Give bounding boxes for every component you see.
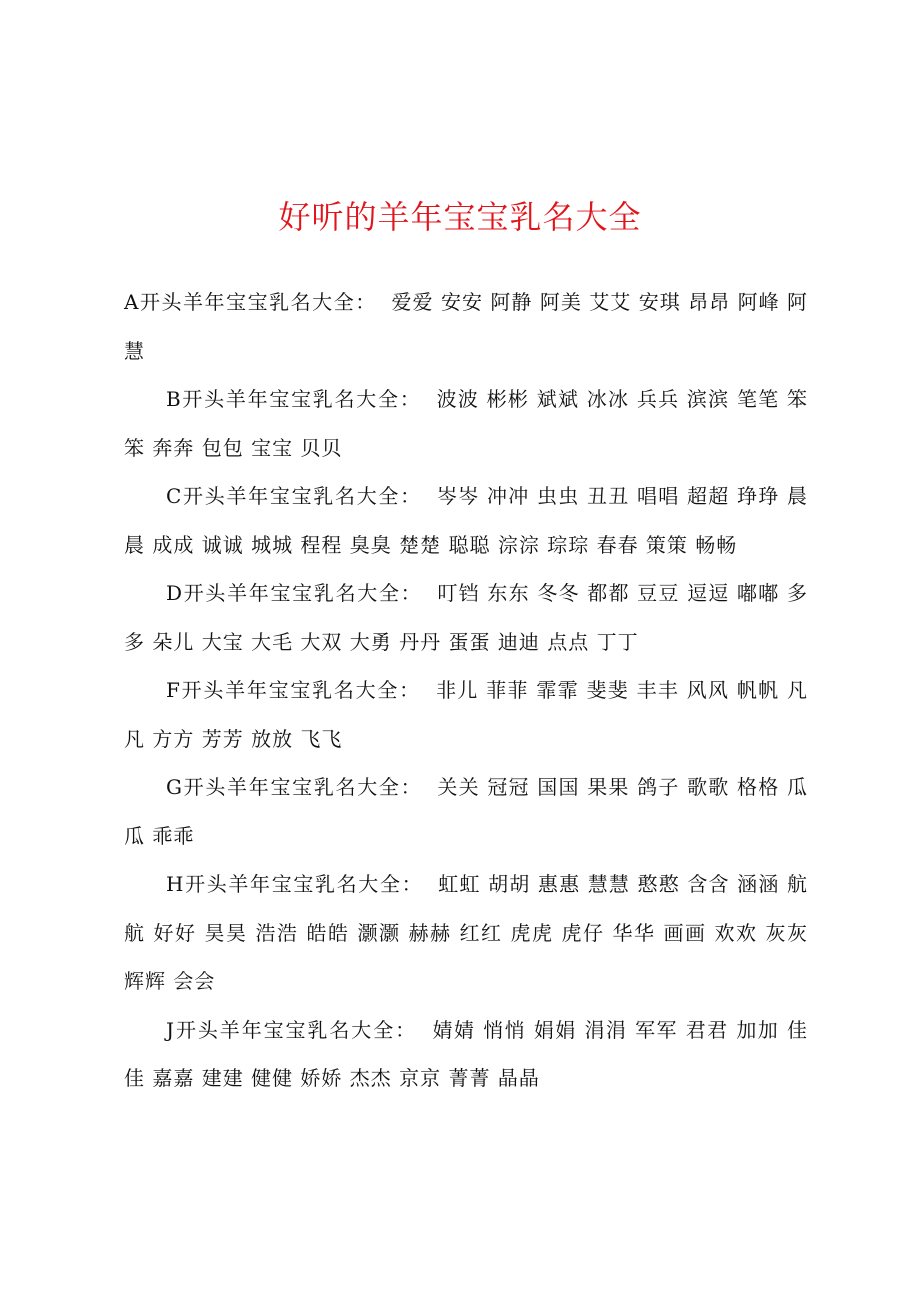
- section-j: [124, 1006, 808, 1103]
- section-names: 波波 彬彬 斌斌 冰冰 兵兵 滨滨 笔笔 笨笨 奔奔 包包 宝宝 贝贝: [124, 387, 808, 460]
- page-title: 好听的羊年宝宝乳名大全: [278, 198, 642, 236]
- section-names: 关关 冠冠 国国 果果 鸽子 歌歌 格格 瓜瓜 乖乖: [124, 775, 808, 848]
- section-label: C开头羊年宝宝乳名大全：: [166, 484, 422, 508]
- section-names: 虹虹 胡胡 惠惠 慧慧 憨憨 含含 涵涵 航航 好好 昊昊 浩浩 皓皓 灏灏 赫赫 红红 虎虎 虎仔 华华 画画 欢欢 灰灰 辉辉 会会: [124, 872, 808, 993]
- section-b: [124, 375, 808, 472]
- section-label: H开头羊年宝宝乳名大全：: [166, 872, 424, 896]
- document-body: [124, 278, 808, 1103]
- section-label: A开头羊年宝宝乳名大全：: [124, 290, 377, 314]
- section-names: 爱爱 安安 阿静 阿美 艾艾 安琪 昂昂 阿峰 阿慧: [124, 290, 809, 363]
- section-names: 岑岑 冲冲 虫虫 丑丑 唱唱 超超 琤琤 晨晨 成成 诚诚 城城 程程 臭臭 楚楚 聪聪 淙淙 琮琮 春春 策策 畅畅: [124, 484, 808, 557]
- section-label: F开头羊年宝宝乳名大全：: [166, 678, 421, 702]
- section-h: [124, 860, 808, 1006]
- section-a: [124, 278, 808, 375]
- section-d: [124, 569, 808, 666]
- section-names: 婧婧 悄悄 娟娟 涓涓 军军 君君 加加 佳佳 嘉嘉 建建 健健 娇娇 杰杰 京京 菁菁 晶晶: [124, 1017, 808, 1090]
- section-names: 叮铛 东东 冬冬 都都 豆豆 逗逗 嘟嘟 多多 朵儿 大宝 大毛 大双 大勇 丹丹 蛋蛋 迪迪 点点 丁丁: [124, 581, 808, 654]
- section-label: D开头羊年宝宝乳名大全：: [166, 581, 423, 605]
- section-label: B开头羊年宝宝乳名大全：: [166, 387, 422, 411]
- section-label: G开头羊年宝宝乳名大全：: [166, 775, 423, 799]
- section-names: 非儿 菲菲 霏霏 斐斐 丰丰 风风 帆帆 凡凡 方方 芳芳 放放 飞飞: [124, 678, 808, 751]
- section-label: J开头羊年宝宝乳名大全：: [166, 1017, 418, 1042]
- section-f: [124, 666, 808, 763]
- section-c: [124, 472, 808, 569]
- section-g: [124, 763, 808, 860]
